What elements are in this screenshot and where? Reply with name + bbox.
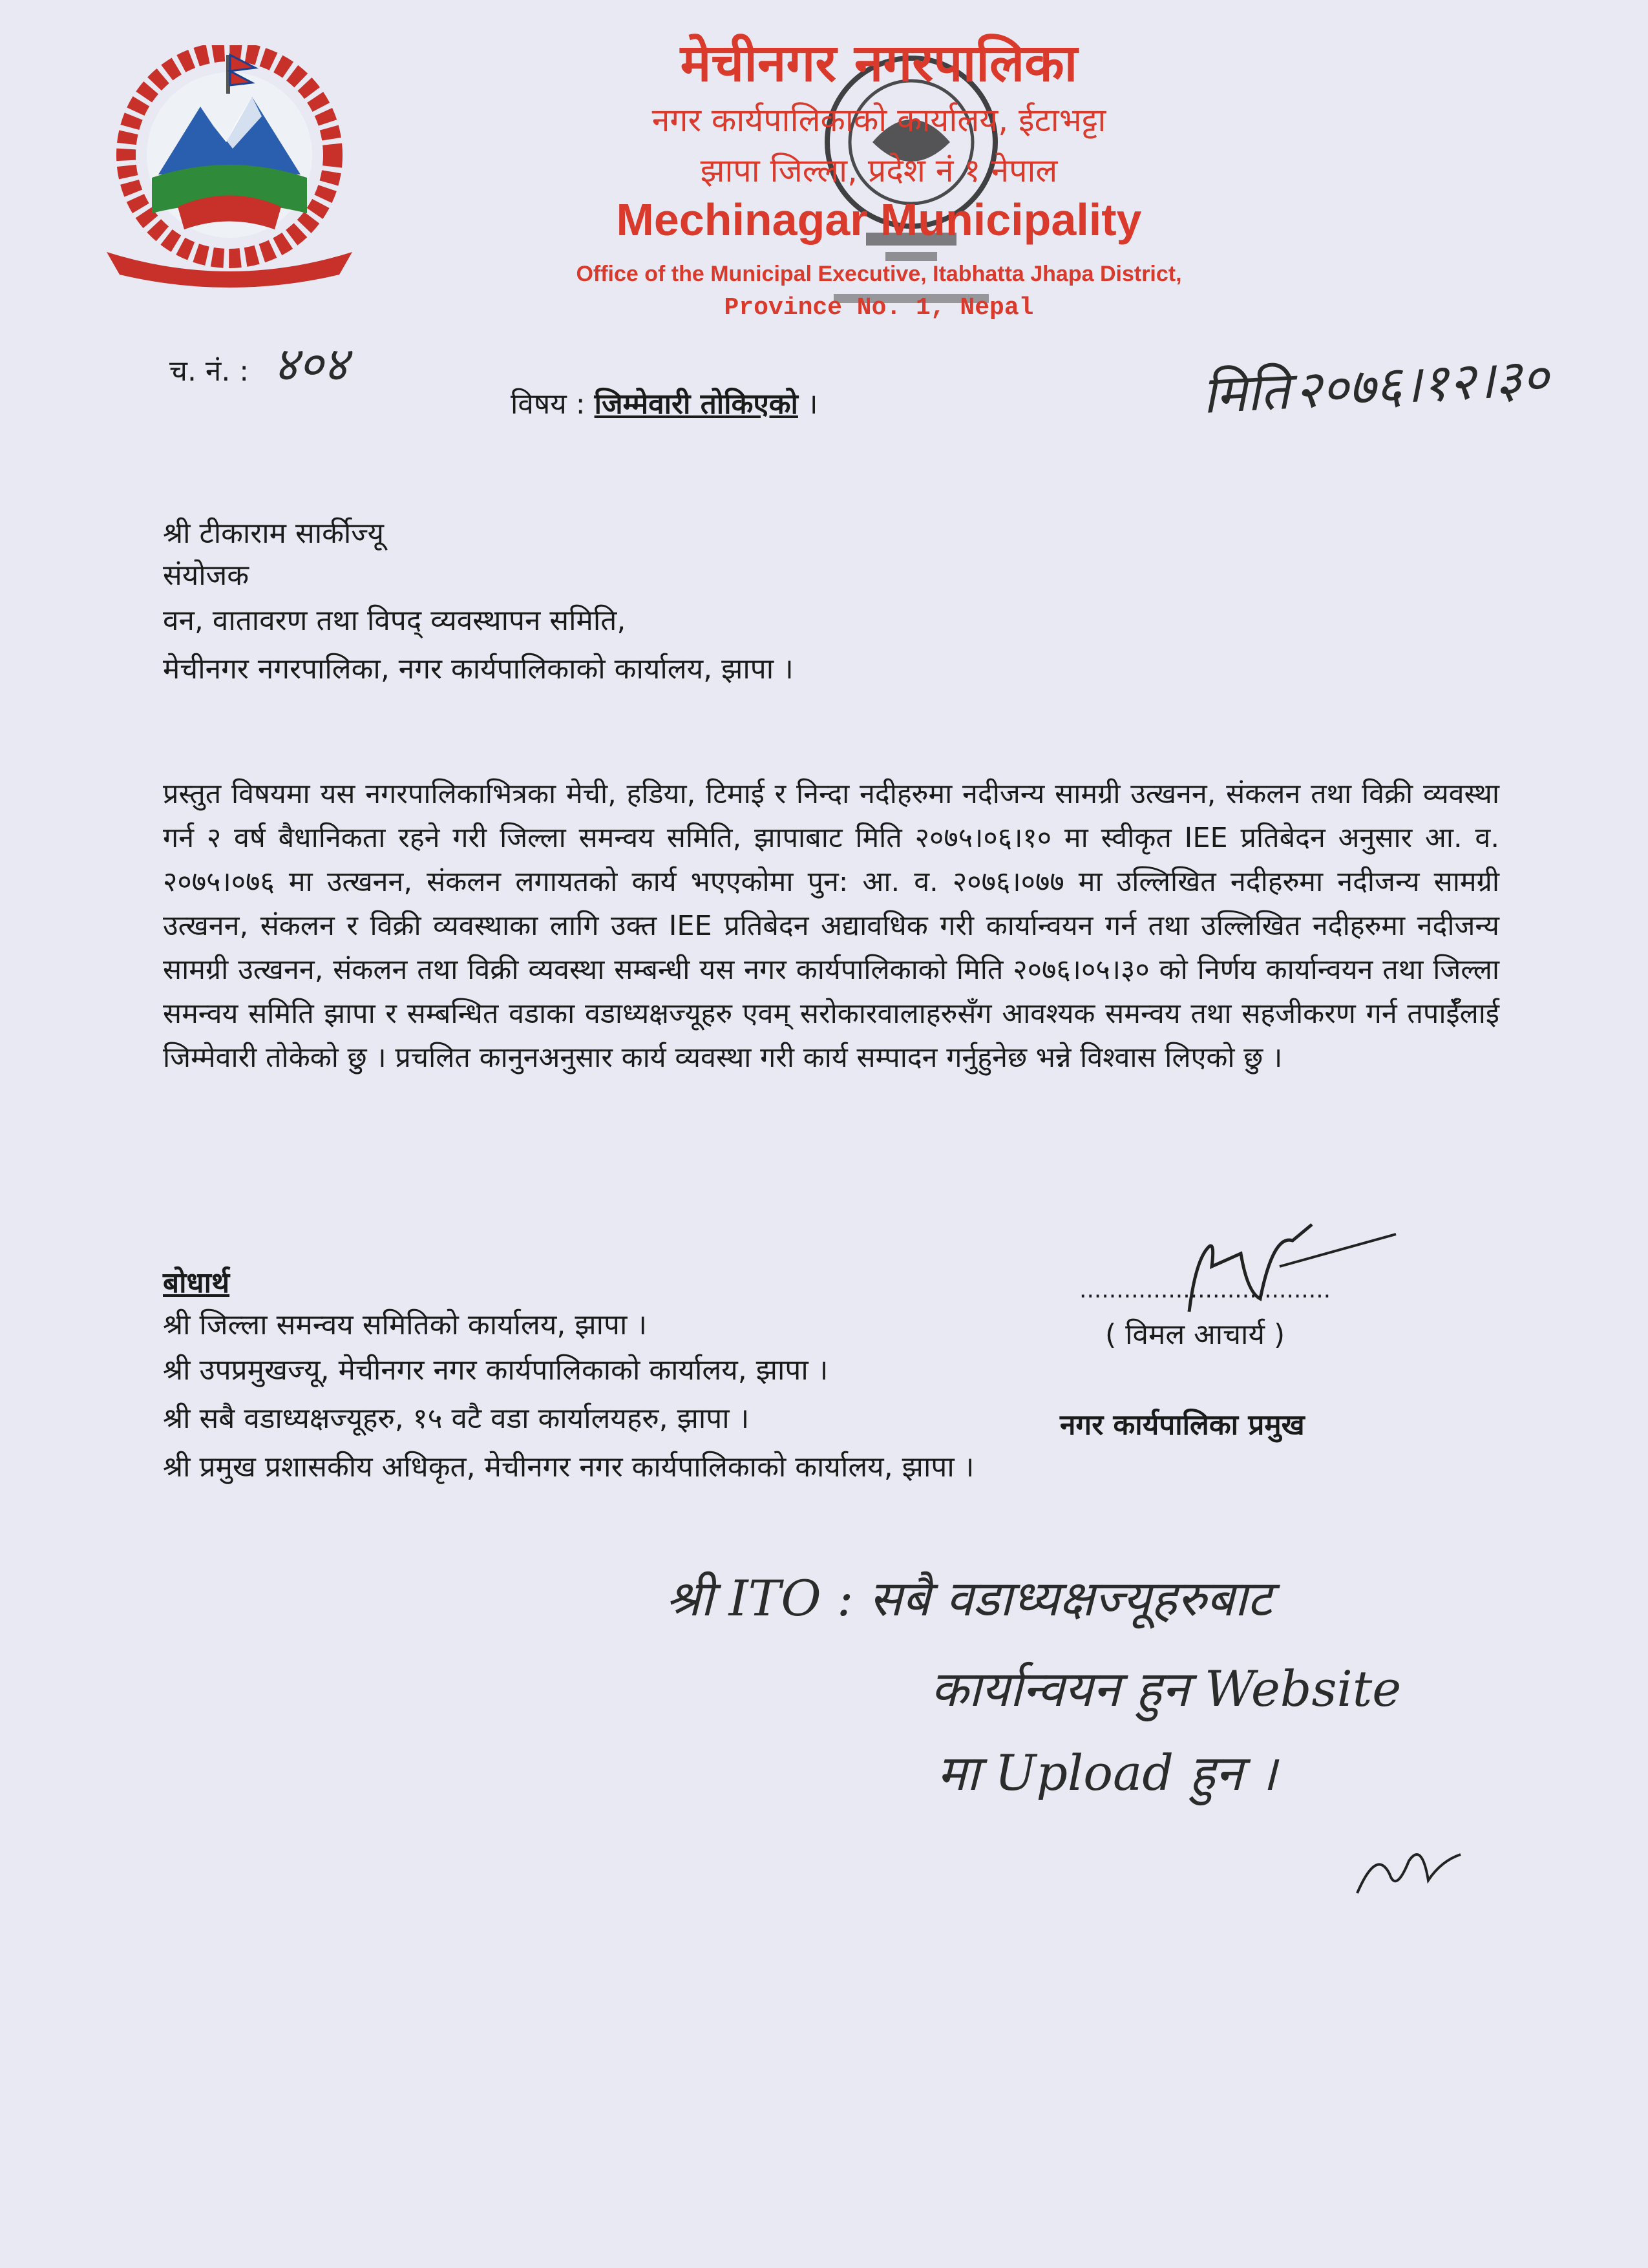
date-value: २०७६।१२।३०	[1293, 347, 1550, 421]
subject-line	[511, 388, 818, 422]
date-handwritten	[1201, 340, 1550, 428]
reference-number	[169, 336, 348, 394]
subject-value: जिम्मेवारी तोकिएको	[594, 388, 798, 421]
letterhead-nepali-office: नगर कार्यपालिकाको कार्यालय, ईटाभट्टा	[651, 101, 1106, 139]
letterhead-english-title: Mechinagar Municipality	[616, 194, 1142, 245]
letterhead-nepali-address: झापा जिल्ला, प्रदेश नं १ नेपाल	[700, 152, 1058, 189]
subject-label: विषय :	[511, 388, 586, 421]
signatory-role: नगर कार्यपालिका प्रमुख	[1060, 1409, 1305, 1442]
handwritten-note-line: कार्यान्वयन हुन Website	[931, 1660, 1402, 1717]
signatory-name: ( विमल आचार्य )	[1105, 1318, 1285, 1351]
cc-item: श्री जिल्ला समन्वय समितिको कार्यालय, झापा ।	[163, 1308, 648, 1341]
subject-end: ।	[807, 388, 818, 421]
cc-heading: बोधार्थ	[163, 1266, 230, 1299]
signature-dots: ..................................	[1079, 1277, 1331, 1303]
cc-item: श्री सबै वडाध्यक्षज्यूहरु, १५ वटै वडा कार्यालयहरु, झापा ।	[163, 1402, 750, 1435]
cc-item: श्री प्रमुख प्रशासकीय अधिकृत, मेचीनगर नगर कार्यपालिकाको कार्यालय, झापा ।	[163, 1451, 975, 1484]
cc-item: श्री उपप्रमुखज्यू, मेचीनगर नगर कार्यपालिकाको कार्यालय, झापा ।	[163, 1354, 829, 1387]
date-label: मिति	[1201, 361, 1291, 425]
handwritten-note-line: श्री ITO : सबै वडाध्यक्षज्यूहरुबाट	[666, 1570, 1273, 1627]
recipient-committee: वन, वातावरण तथा विपद् व्यवस्थापन समिति,	[163, 604, 626, 637]
letterhead-english-province: Province No. 1, Nepal	[724, 294, 1034, 322]
nepal-emblem-logo	[68, 45, 391, 291]
recipient-address: मेचीनगर नगरपालिका, नगर कार्यपालिकाको कार्यालय, झापा ।	[163, 653, 794, 686]
recipient-designation: संयोजक	[163, 559, 249, 592]
reference-label: च. नं. :	[169, 355, 249, 388]
letterhead-english-office: Office of the Municipal Executive, Itabhatta Jhapa District,	[576, 262, 1182, 286]
handwritten-initials	[1351, 1835, 1467, 1906]
recipient-name: श्री टीकाराम सार्कीज्यू	[163, 517, 385, 550]
handwritten-note-line: मा Upload हुन ।	[937, 1744, 1277, 1801]
letterhead-nepali-title: मेचीनगर नगरपालिका	[680, 33, 1078, 93]
reference-value: ४०४	[273, 337, 348, 392]
letter-body-paragraph: प्रस्तुत विषयमा यस नगरपालिकाभित्रका मेची, हडिया, टिमाई र निन्दा नदीहरुमा नदीजन्य सामग्री उत्खनन, संकलन तथा विक्री व्यवस्था गर्न २ वर्ष बैधानिकता रहने गरी जिल्ला समन्वय समिति, झापाबाट मिति २०७५।०६।१० मा स्वीकृत IEE प्रतिबेदन अनुसार आ. व. २०७५।०७६ मा उत्खनन, संकलन लगायतको कार्य भएएकोमा पुन: आ. व. २०७६।०७७ मा उल्लिखित नदीहरुमा नदीजन्य सामग्री उत्खनन, संकलन र विक्री व्यवस्थाका लागि उक्त IEE प्रतिबेदन अद्यावधिक गरी कार्यान्वयन गर्न तथा उल्लिखित नदीहरुमा नदीजन्य सामग्री उत्खनन, संकलन तथा विक्री व्यवस्था सम्बन्धी यस नगर कार्यपालिकाको मिति २०७६।०५।३० को निर्णय कार्यान्वयन तथा जिल्ला समन्वय समिति झापा र सम्बन्धित वडाका वडाध्यक्षज्यूहरु एवम् सरोकारवालाहरुसँग आवश्यक समन्वय तथा सहजीकरण गर्न तपाईँलाई जिम्मेवारी तोकेको छु । प्रचलित कानुनअनुसार कार्य व्यवस्था गरी कार्य सम्पादन गर्नुहुनेछ भन्ने विश्वास लिएको छु ।	[163, 778, 1499, 1074]
